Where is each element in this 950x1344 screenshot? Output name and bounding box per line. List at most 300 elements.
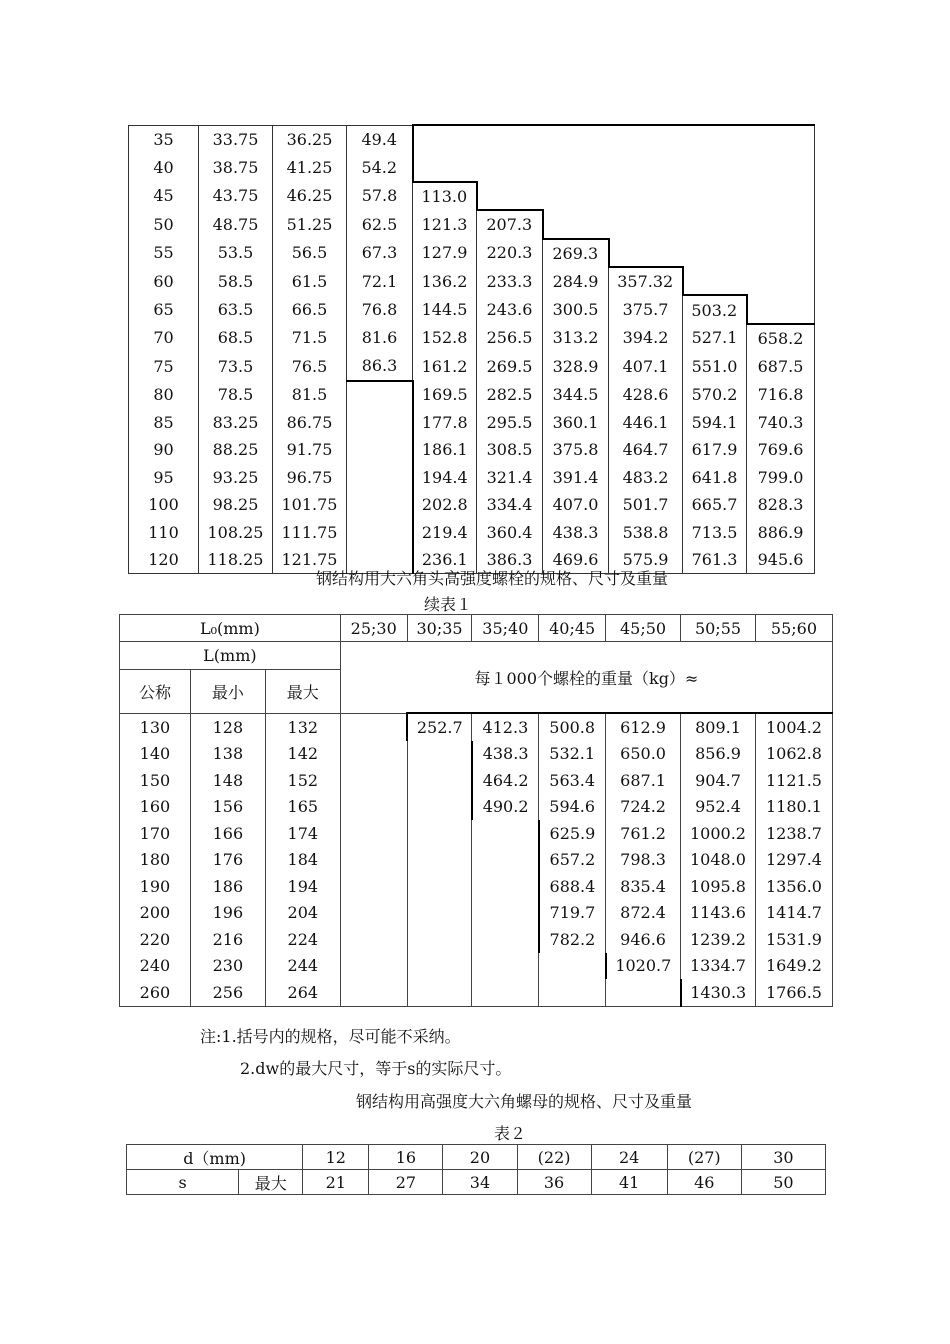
table-cell: 328.9 [543, 352, 609, 380]
table-cell: 1004.2 [755, 713, 832, 741]
note-1: 注:1.括号内的规格，尽可能不采纳。 [200, 1027, 461, 1046]
table-cell: 688.4 [539, 873, 606, 900]
table2-subcaption: 表２ [494, 1124, 527, 1143]
table-cell: 641.8 [683, 464, 747, 491]
table-cell: 313.2 [543, 324, 609, 352]
table-cell: 490.2 [472, 794, 539, 821]
table-cell: 334.4 [477, 491, 543, 518]
table-cell [683, 153, 747, 181]
table-cell: 120 [129, 546, 199, 574]
table-cell: 73.5 [199, 352, 273, 380]
table-row [120, 979, 833, 1006]
table-cell: 220 [120, 926, 191, 953]
table-cell: 360.1 [543, 409, 609, 436]
table-cell [472, 873, 539, 900]
table-cell: 140 [120, 741, 191, 768]
table-cell: 657.2 [539, 847, 606, 874]
table-cell: 464.2 [472, 767, 539, 794]
table-cell: 196 [190, 900, 265, 927]
table-cell: 1430.3 [681, 979, 756, 1006]
table-cell [340, 979, 407, 1006]
nut-s-value: 36 [517, 1170, 591, 1195]
table-cell [606, 979, 681, 1006]
table-cell [407, 953, 472, 980]
table-cell: 50 [129, 210, 199, 238]
table-row [120, 794, 833, 821]
table-cell: 180 [120, 847, 191, 874]
table-cell: 148 [190, 767, 265, 794]
table-cell: 91.75 [273, 436, 347, 463]
table-cell: 1297.4 [755, 847, 832, 874]
table-cell: 856.9 [681, 741, 756, 768]
table-cell: 438.3 [472, 741, 539, 768]
table-cell: 61.5 [273, 267, 347, 295]
table-cell: 100 [129, 491, 199, 518]
nut-s-value: 50 [741, 1170, 825, 1195]
table-cell: 190 [120, 873, 191, 900]
table-cell: 130 [120, 713, 191, 741]
table-cell: 81.6 [347, 324, 413, 352]
table-row [129, 436, 815, 463]
table-cell [347, 464, 413, 491]
table-cell: 62.5 [347, 210, 413, 238]
table-cell [543, 125, 609, 153]
table-cell: 76.8 [347, 295, 413, 323]
table-cell: 295.5 [477, 409, 543, 436]
table-cell [340, 794, 407, 821]
table-cell: 56.5 [273, 239, 347, 267]
table-cell: 144.5 [413, 295, 477, 323]
table-cell [407, 741, 472, 768]
table-cell: 886.9 [747, 518, 815, 545]
table-row [129, 324, 815, 352]
nut-d-value: 20 [443, 1145, 517, 1170]
table-cell: 166 [190, 820, 265, 847]
table-cell: 230 [190, 953, 265, 980]
l0-label: L₀(mm) [120, 615, 341, 642]
table-cell: 108.25 [199, 518, 273, 545]
table-row [129, 210, 815, 238]
nut-d-row [127, 1145, 826, 1170]
table-cell: 118.25 [199, 546, 273, 574]
table-cell: 35 [129, 125, 199, 153]
table-cell: 761.3 [683, 546, 747, 574]
table-row [120, 873, 833, 900]
table-cell: 152.8 [413, 324, 477, 352]
table-cell: 70 [129, 324, 199, 352]
table-cell [539, 953, 606, 980]
table-row [120, 820, 833, 847]
table-cell: 177.8 [413, 409, 477, 436]
table-cell: 98.25 [199, 491, 273, 518]
table-cell: 161.2 [413, 352, 477, 380]
table-cell [472, 953, 539, 980]
nut-s-value: 46 [667, 1170, 741, 1195]
table-cell: 1062.8 [755, 741, 832, 768]
nut-d-value: (27) [667, 1145, 741, 1170]
table-cell [543, 153, 609, 181]
nut-s-sublabel: 最大 [239, 1170, 303, 1195]
table-cell: 719.7 [539, 900, 606, 927]
table-cell: 344.5 [543, 381, 609, 409]
table-cell [543, 210, 609, 238]
table-row [129, 518, 815, 545]
table-cell: 650.0 [606, 741, 681, 768]
table-cell [472, 900, 539, 927]
table-cell: 282.5 [477, 381, 543, 409]
table-cell: 156 [190, 794, 265, 821]
table-cell: 86.3 [347, 352, 413, 380]
l0-header-row [120, 615, 833, 642]
table-cell: 244 [265, 953, 340, 980]
table-cell: 269.5 [477, 352, 543, 380]
table-cell: 308.5 [477, 436, 543, 463]
table-row [129, 182, 815, 210]
table-cell [747, 125, 815, 153]
table-cell [340, 741, 407, 768]
nut-s-value: 21 [303, 1170, 369, 1195]
table-cell [347, 518, 413, 545]
table-cell: 127.9 [413, 239, 477, 267]
table-cell: 1000.2 [681, 820, 756, 847]
table-cell: 538.8 [609, 518, 683, 545]
table-cell: 1531.9 [755, 926, 832, 953]
nut-size-table [126, 1144, 826, 1195]
table-cell: 204 [265, 900, 340, 927]
table-cell: 469.6 [543, 546, 609, 574]
table-cell: 1121.5 [755, 767, 832, 794]
table-cell: 375.7 [609, 295, 683, 323]
table-row [129, 352, 815, 380]
table-cell: 375.8 [543, 436, 609, 463]
table-cell: 110 [129, 518, 199, 545]
table-cell [340, 713, 407, 741]
table-cell: 252.7 [407, 713, 472, 741]
table-cell [683, 182, 747, 210]
table-cell: 46.25 [273, 182, 347, 210]
table-cell [539, 979, 606, 1006]
table-cell: 60 [129, 267, 199, 295]
table-cell: 264 [265, 979, 340, 1006]
table-cell: 186 [190, 873, 265, 900]
table-cell: 716.8 [747, 381, 815, 409]
table-cell [347, 491, 413, 518]
table-cell: 1238.7 [755, 820, 832, 847]
table-cell: 300.5 [543, 295, 609, 323]
table-cell: 1334.7 [681, 953, 756, 980]
table-cell [413, 153, 477, 181]
table-row [129, 125, 815, 153]
nut-s-row [127, 1170, 826, 1195]
table-cell [747, 182, 815, 210]
table-cell: 111.75 [273, 518, 347, 545]
table-cell: 1356.0 [755, 873, 832, 900]
table-cell: 68.5 [199, 324, 273, 352]
table-cell: 75 [129, 352, 199, 380]
table-cell: 53.5 [199, 239, 273, 267]
table-cell: 49.4 [347, 125, 413, 153]
col-max: 最大 [265, 669, 340, 713]
table-row [120, 926, 833, 953]
table-row [129, 464, 815, 491]
table-cell: 570.2 [683, 381, 747, 409]
table-cell: 138 [190, 741, 265, 768]
table-cell: 66.5 [273, 295, 347, 323]
table-cell [747, 210, 815, 238]
note-2: 2.dw的最大尺寸，等于s的实际尺寸。 [240, 1059, 512, 1078]
table-cell [477, 153, 543, 181]
table-cell: 40 [129, 153, 199, 181]
table-cell: 165 [265, 794, 340, 821]
table-cell: 483.2 [609, 464, 683, 491]
table-cell: 594.1 [683, 409, 747, 436]
table-row [129, 409, 815, 436]
table-cell: 202.8 [413, 491, 477, 518]
table-cell: 724.2 [606, 794, 681, 821]
table-cell: 81.5 [273, 381, 347, 409]
table-row [129, 295, 815, 323]
table-cell: 687.1 [606, 767, 681, 794]
table-cell: 96.75 [273, 464, 347, 491]
table-cell: 551.0 [683, 352, 747, 380]
table-cell [472, 979, 539, 1006]
table-cell: 438.3 [543, 518, 609, 545]
table-cell: 67.3 [347, 239, 413, 267]
table-cell: 132 [265, 713, 340, 741]
table-cell: 80 [129, 381, 199, 409]
table-cell [683, 267, 747, 295]
table-cell: 1766.5 [755, 979, 832, 1006]
table-cell [472, 820, 539, 847]
table-cell: 1095.8 [681, 873, 756, 900]
nut-d-value: (22) [517, 1145, 591, 1170]
table-cell: 357.32 [609, 267, 683, 295]
table-cell: 72.1 [347, 267, 413, 295]
table-cell [683, 239, 747, 267]
table-cell [407, 926, 472, 953]
table-cell: 835.4 [606, 873, 681, 900]
table-cell: 1239.2 [681, 926, 756, 953]
table-cell [407, 767, 472, 794]
table-cell: 828.3 [747, 491, 815, 518]
table-cell: 321.4 [477, 464, 543, 491]
table-cell [609, 239, 683, 267]
table-cell: 412.3 [472, 713, 539, 741]
table-cell: 625.9 [539, 820, 606, 847]
l0-value: 50;55 [681, 615, 756, 642]
table-cell: 500.8 [539, 713, 606, 741]
table-cell: 65 [129, 295, 199, 323]
table-cell: 594.6 [539, 794, 606, 821]
table-cell [683, 210, 747, 238]
table-cell [340, 873, 407, 900]
table-cell: 45 [129, 182, 199, 210]
table-cell: 186.1 [413, 436, 477, 463]
table-cell [407, 979, 472, 1006]
table-cell: 386.3 [477, 546, 543, 574]
table-cell: 194 [265, 873, 340, 900]
table-cell [747, 295, 815, 323]
table-cell: 269.3 [543, 239, 609, 267]
table-cell: 945.6 [747, 546, 815, 574]
table-cell: 38.75 [199, 153, 273, 181]
nut-d-value: 24 [591, 1145, 667, 1170]
l0-value: 40;45 [539, 615, 606, 642]
table-cell: 219.4 [413, 518, 477, 545]
table-cell: 93.25 [199, 464, 273, 491]
table-cell [543, 182, 609, 210]
table-cell: 256.5 [477, 324, 543, 352]
table-cell [747, 239, 815, 267]
table-cell: 184 [265, 847, 340, 874]
table-cell: 260 [120, 979, 191, 1006]
table-row [120, 953, 833, 980]
bolt-weight-table-continued [128, 124, 815, 574]
table-cell: 284.9 [543, 267, 609, 295]
table-cell [347, 436, 413, 463]
table-cell: 43.75 [199, 182, 273, 210]
table-row [129, 491, 815, 518]
table-cell: 1414.7 [755, 900, 832, 927]
table-cell: 220.3 [477, 239, 543, 267]
table-cell [347, 409, 413, 436]
nut-d-label: d（mm) [127, 1145, 303, 1170]
table-cell: 71.5 [273, 324, 347, 352]
table-cell: 152 [265, 767, 340, 794]
table-cell: 782.2 [539, 926, 606, 953]
table-cell: 872.4 [606, 900, 681, 927]
table-cell [407, 794, 472, 821]
table-cell: 407.1 [609, 352, 683, 380]
table-cell: 86.75 [273, 409, 347, 436]
col-min: 最小 [190, 669, 265, 713]
table-row [120, 741, 833, 768]
table-cell: 391.4 [543, 464, 609, 491]
table-cell: 150 [120, 767, 191, 794]
table-cell: 503.2 [683, 295, 747, 323]
table-cell: 761.2 [606, 820, 681, 847]
table-cell: 532.1 [539, 741, 606, 768]
l0-value: 30;35 [407, 615, 472, 642]
table-cell [407, 900, 472, 927]
table-cell: 1020.7 [606, 953, 681, 980]
table-cell: 41.25 [273, 153, 347, 181]
table-row [129, 381, 815, 409]
weight-per-1000-label: 每１000个螺栓的重量（kg）≈ [340, 642, 832, 714]
table-cell [407, 820, 472, 847]
table-cell: 121.75 [273, 546, 347, 574]
table-cell: 83.25 [199, 409, 273, 436]
table-cell: 160 [120, 794, 191, 821]
table-cell: 798.3 [606, 847, 681, 874]
table-cell: 256 [190, 979, 265, 1006]
table-cell: 224 [265, 926, 340, 953]
table-cell: 101.75 [273, 491, 347, 518]
table-cell [340, 820, 407, 847]
table-cell [477, 182, 543, 210]
l0-value: 45;50 [606, 615, 681, 642]
bolt-weight-table-l0 [119, 614, 833, 1007]
table-row [129, 267, 815, 295]
table-cell: 207.3 [477, 210, 543, 238]
table-cell: 194.4 [413, 464, 477, 491]
table-cell: 33.75 [199, 125, 273, 153]
table-cell: 464.7 [609, 436, 683, 463]
table-cell: 1143.6 [681, 900, 756, 927]
table-cell [609, 125, 683, 153]
table-row [120, 767, 833, 794]
l0-value: 35;40 [472, 615, 539, 642]
table-cell: 952.4 [681, 794, 756, 821]
table1-subcaption: 续表１ [424, 595, 473, 614]
table-cell: 57.8 [347, 182, 413, 210]
table-cell: 216 [190, 926, 265, 953]
table1-caption: 钢结构用大六角头高强度螺栓的规格、尺寸及重量 [316, 569, 669, 588]
table-row [120, 900, 833, 927]
table-cell [472, 847, 539, 874]
nut-d-value: 12 [303, 1145, 369, 1170]
table-cell: 169.5 [413, 381, 477, 409]
table-cell: 407.0 [543, 491, 609, 518]
nut-s-value: 41 [591, 1170, 667, 1195]
table-cell: 63.5 [199, 295, 273, 323]
table-cell: 809.1 [681, 713, 756, 741]
table-cell: 527.1 [683, 324, 747, 352]
table-cell [609, 210, 683, 238]
table-cell: 658.2 [747, 324, 815, 352]
table2-caption: 钢结构用高强度大六角螺母的规格、尺寸及重量 [356, 1092, 693, 1111]
table-cell: 1048.0 [681, 847, 756, 874]
table-cell: 665.7 [683, 491, 747, 518]
table-cell [413, 125, 477, 153]
table-cell: 446.1 [609, 409, 683, 436]
table-cell: 170 [120, 820, 191, 847]
table-cell: 740.3 [747, 409, 815, 436]
table-cell: 243.6 [477, 295, 543, 323]
table-cell: 1649.2 [755, 953, 832, 980]
table-cell [747, 153, 815, 181]
table-cell: 617.9 [683, 436, 747, 463]
table-cell: 58.5 [199, 267, 273, 295]
table-cell: 113.0 [413, 182, 477, 210]
table-cell: 76.5 [273, 352, 347, 380]
table-cell: 904.7 [681, 767, 756, 794]
table-cell: 142 [265, 741, 340, 768]
l0-value: 55;60 [755, 615, 832, 642]
table-row [120, 847, 833, 874]
table-cell: 200 [120, 900, 191, 927]
nut-d-value: 30 [741, 1145, 825, 1170]
table-cell: 176 [190, 847, 265, 874]
l0-value: 25;30 [340, 615, 407, 642]
table-cell: 85 [129, 409, 199, 436]
table-cell [340, 953, 407, 980]
table-cell: 240 [120, 953, 191, 980]
table-cell: 1180.1 [755, 794, 832, 821]
nut-s-value: 34 [443, 1170, 517, 1195]
col-nominal: 公称 [120, 669, 191, 713]
table-cell [472, 926, 539, 953]
table-cell: 54.2 [347, 153, 413, 181]
table-cell: 563.4 [539, 767, 606, 794]
nut-s-value: 27 [369, 1170, 443, 1195]
table-cell [340, 767, 407, 794]
table-row [129, 239, 815, 267]
table-cell: 90 [129, 436, 199, 463]
table-cell: 575.9 [609, 546, 683, 574]
table-cell: 121.3 [413, 210, 477, 238]
table-cell [609, 153, 683, 181]
